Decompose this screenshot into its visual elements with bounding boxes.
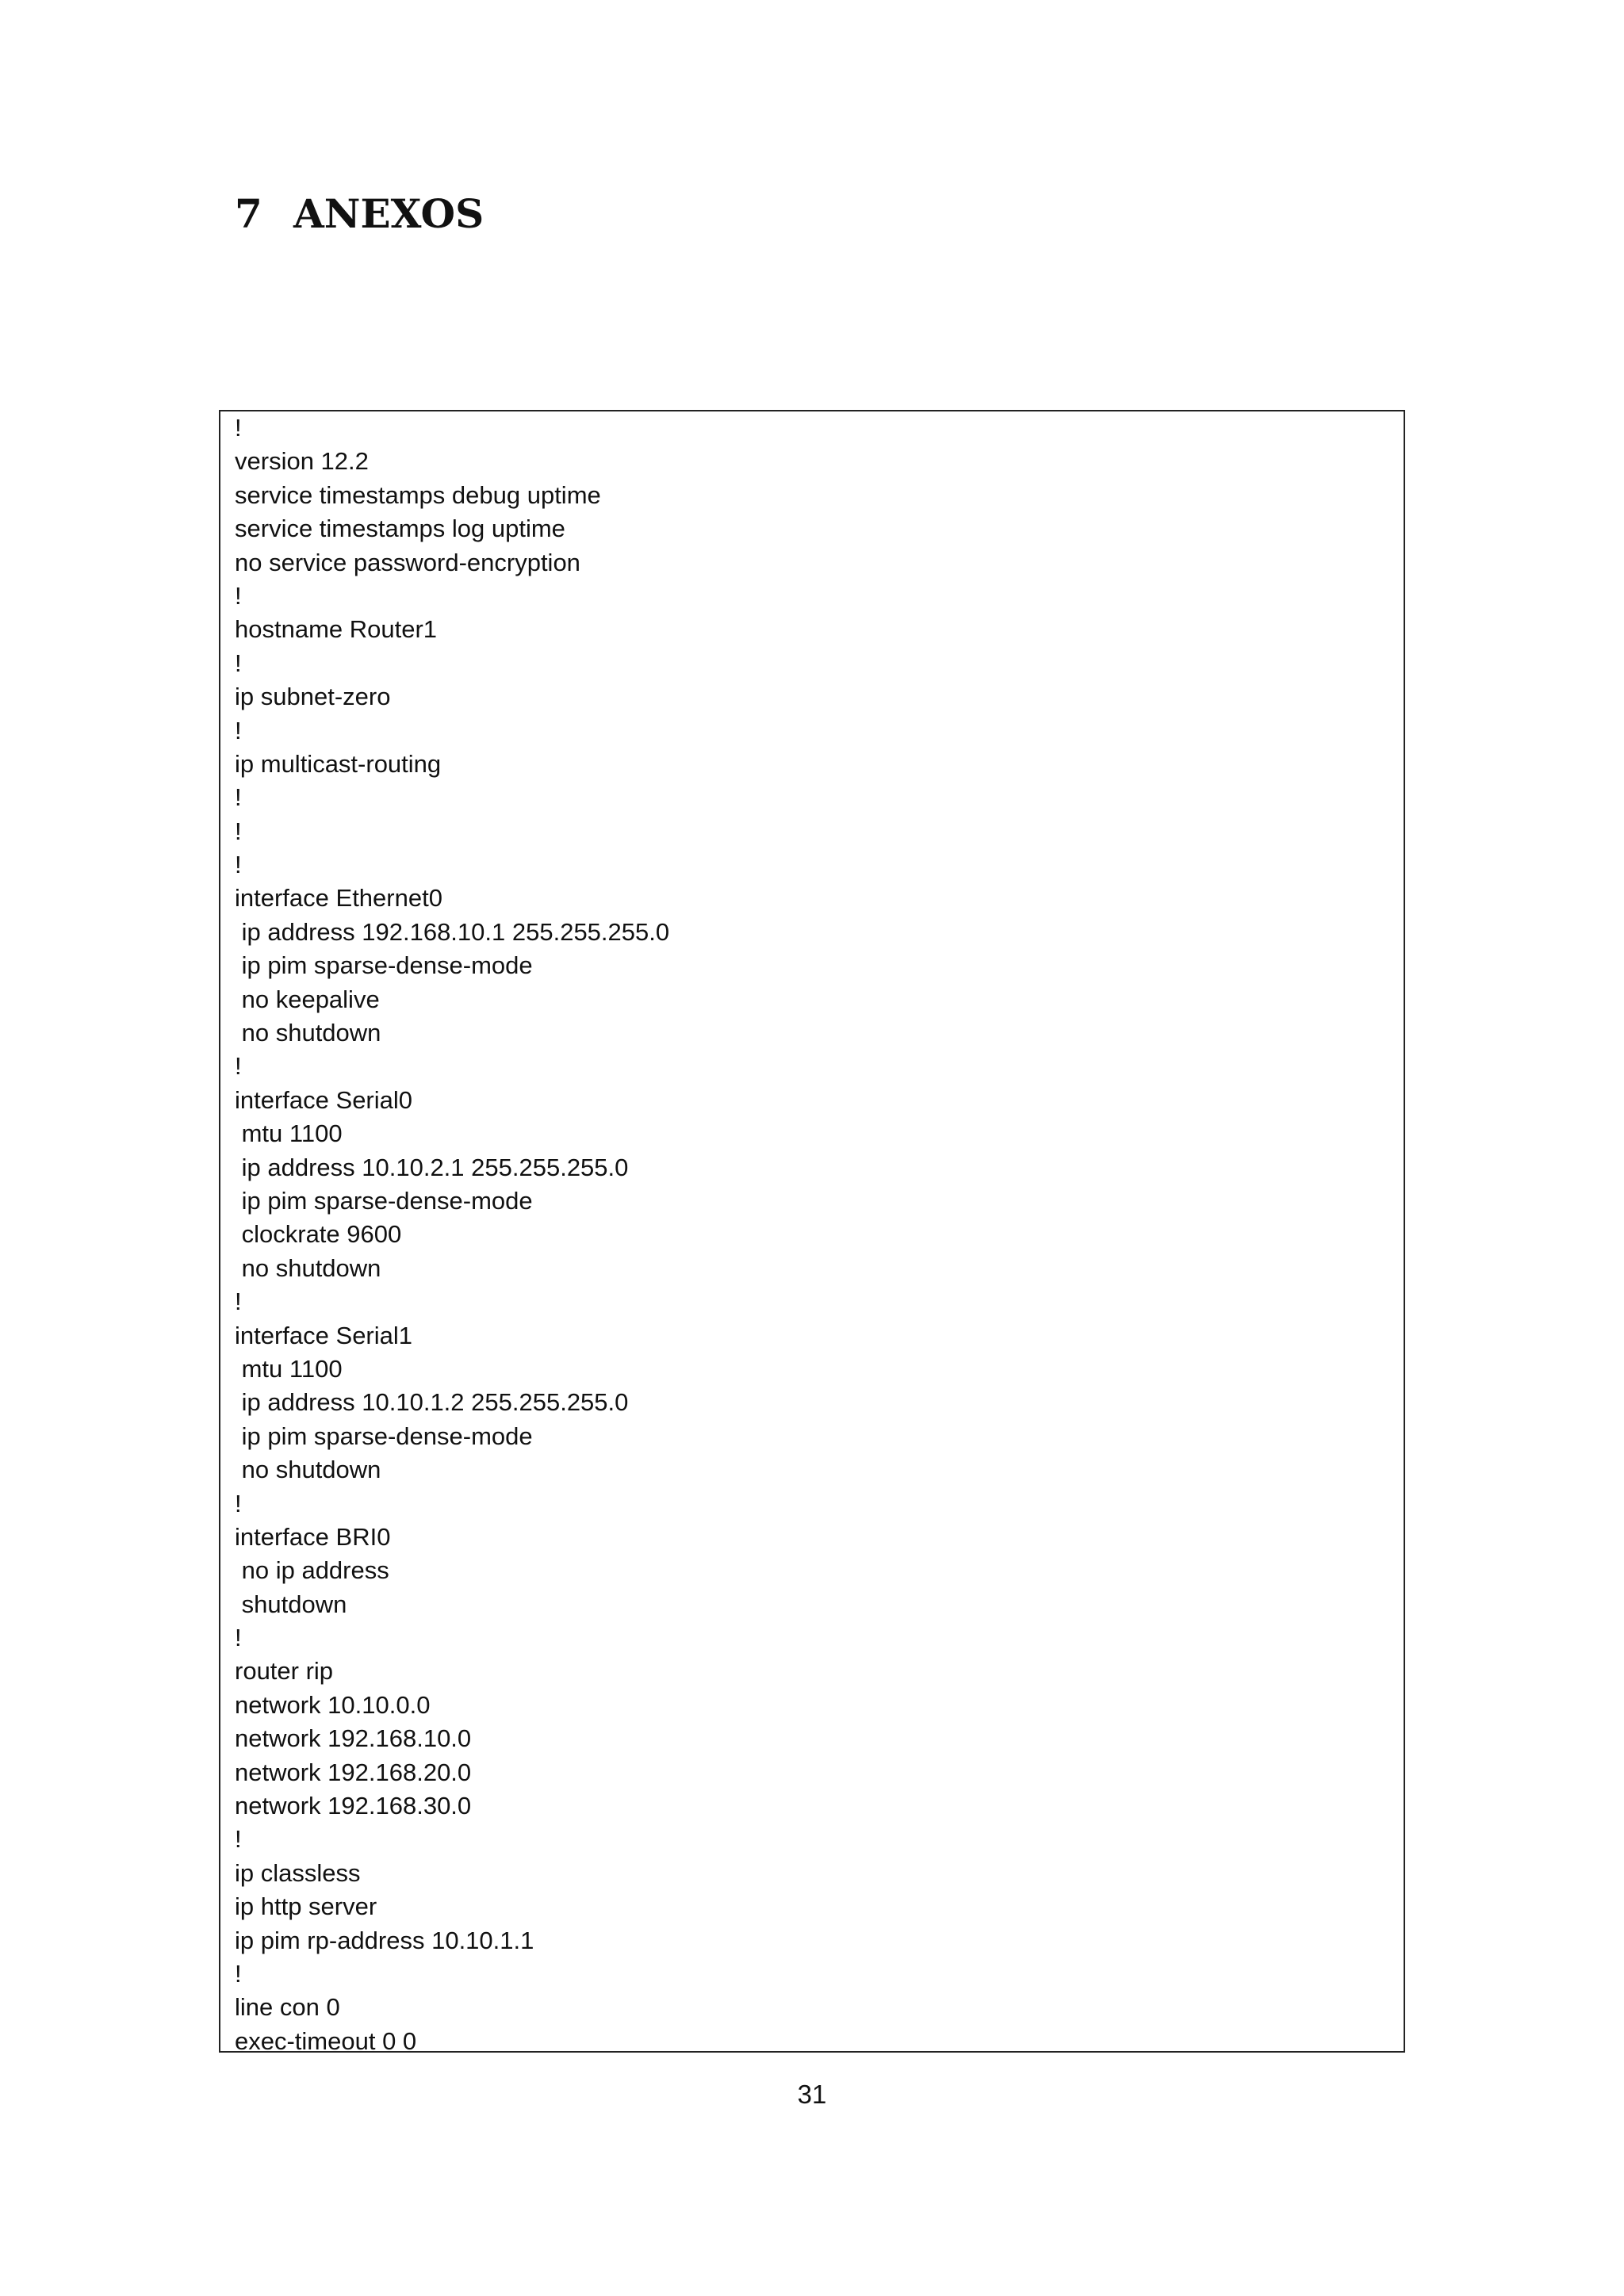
config-line: network 192.168.20.0 — [235, 1758, 472, 1786]
config-line: mtu 1100 — [235, 1354, 343, 1383]
config-line: interface Serial0 — [235, 1085, 413, 1114]
config-listing — [235, 411, 669, 2053]
config-line: ! — [235, 1959, 242, 1988]
config-line: ip pim rp-address 10.10.1.1 — [235, 1926, 534, 1954]
config-line: ! — [235, 414, 242, 442]
config-line: interface Serial1 — [235, 1321, 413, 1349]
config-line: service timestamps log uptime — [235, 515, 565, 543]
config-line: ip address 10.10.2.1 255.255.255.0 — [235, 1153, 629, 1181]
config-line: service timestamps debug uptime — [235, 480, 601, 509]
config-line: ! — [235, 716, 242, 744]
config-line: no service password-encryption — [235, 548, 580, 576]
config-line: ip address 10.10.1.2 255.255.255.0 — [235, 1388, 629, 1417]
config-line: no shutdown — [235, 1456, 381, 1484]
router-config-box — [219, 410, 1405, 2053]
config-line: ! — [235, 1288, 242, 1316]
section-heading — [235, 189, 484, 239]
config-line: ip address 192.168.10.1 255.255.255.0 — [235, 917, 670, 946]
config-line: ! — [235, 817, 242, 845]
config-line: ! — [235, 649, 242, 677]
config-line: ! — [235, 1624, 242, 1652]
config-line: no ip address — [235, 1556, 389, 1585]
config-line: ! — [235, 1052, 242, 1081]
config-line: router rip — [235, 1657, 334, 1686]
config-line: ! — [235, 581, 242, 610]
config-line: ip http server — [235, 1892, 377, 1921]
config-line: exec-timeout 0 0 — [235, 2026, 417, 2053]
config-line: no shutdown — [235, 1253, 381, 1282]
config-line: version 12.2 — [235, 447, 369, 476]
config-line: ! — [235, 783, 242, 812]
config-line: no shutdown — [235, 1019, 381, 1047]
config-line: interface BRI0 — [235, 1522, 391, 1551]
config-line: network 192.168.30.0 — [235, 1792, 472, 1820]
config-line: ip subnet-zero — [235, 683, 391, 711]
config-line: hostname Router1 — [235, 615, 438, 644]
config-line: network 10.10.0.0 — [235, 1690, 431, 1719]
config-line: interface Ethernet0 — [235, 884, 442, 913]
section-number: 7 — [235, 190, 262, 237]
config-line: ! — [235, 851, 242, 879]
config-line: line con 0 — [235, 1993, 340, 2022]
section-title: ANEXOS — [293, 190, 485, 237]
config-line: ! — [235, 1489, 242, 1517]
config-line: ! — [235, 1825, 242, 1854]
config-line: network 192.168.10.0 — [235, 1724, 472, 1753]
config-line: no keepalive — [235, 985, 380, 1013]
config-line: shutdown — [235, 1590, 347, 1618]
config-line: ip pim sparse-dense-mode — [235, 1186, 533, 1215]
config-line: ip multicast-routing — [235, 749, 442, 778]
config-line: ip pim sparse-dense-mode — [235, 951, 533, 980]
page-number: 31 — [797, 2080, 827, 2109]
config-line: ip pim sparse-dense-mode — [235, 1422, 533, 1450]
config-line: ip classless — [235, 1858, 361, 1887]
config-line: clockrate 9600 — [235, 1220, 402, 1249]
config-line: mtu 1100 — [235, 1119, 343, 1148]
